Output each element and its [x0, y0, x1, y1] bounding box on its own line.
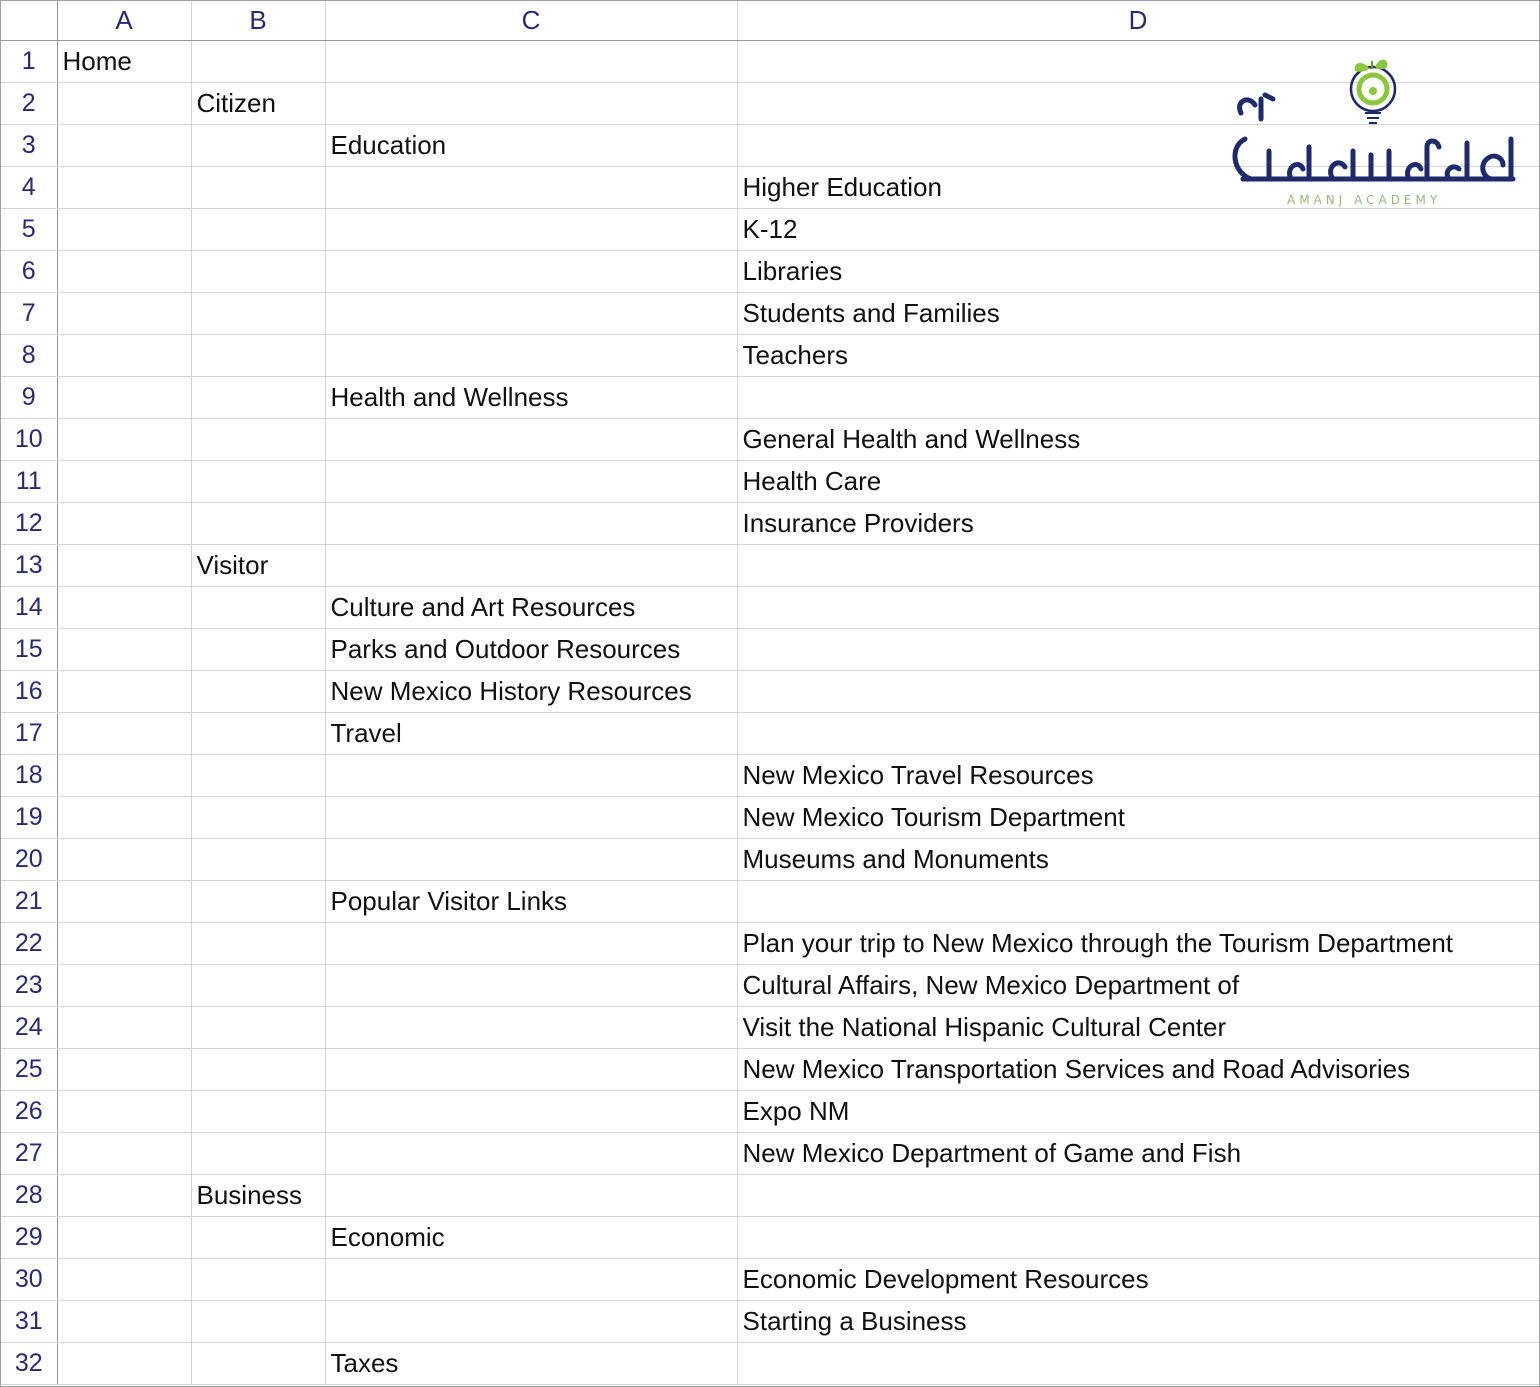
sheet-rows	[1, 41, 1539, 1385]
cell-c[interactable]: Popular Visitor Links	[325, 881, 737, 923]
sheet-row	[1, 461, 1539, 503]
cell-a[interactable]	[57, 713, 191, 755]
cell-a[interactable]	[57, 461, 191, 503]
cell-a[interactable]	[57, 629, 191, 671]
cell-a[interactable]	[57, 1091, 191, 1133]
cell-a[interactable]	[57, 965, 191, 1007]
row-header[interactable]: 19	[1, 797, 57, 839]
cell-b[interactable]: Visitor	[191, 545, 325, 587]
cell-c[interactable]	[325, 545, 737, 587]
cell-d[interactable]: Higher Education	[737, 167, 1539, 209]
row-header[interactable]: 26	[1, 1091, 57, 1133]
cell-b[interactable]	[191, 209, 325, 251]
row-header[interactable]: 6	[1, 251, 57, 293]
sheet-row	[1, 1133, 1539, 1175]
cell-a[interactable]	[57, 1049, 191, 1091]
cell-d[interactable]	[737, 713, 1539, 755]
cell-c[interactable]	[325, 1133, 737, 1175]
sheet-row	[1, 1217, 1539, 1259]
row-header[interactable]: 31	[1, 1301, 57, 1343]
cell-c[interactable]	[325, 1175, 737, 1217]
cell-c[interactable]	[325, 209, 737, 251]
cell-a[interactable]: Home	[57, 41, 191, 83]
sheet-row	[1, 503, 1539, 545]
sheet-row	[1, 1301, 1539, 1343]
cell-b[interactable]	[191, 587, 325, 629]
cell-c[interactable]	[325, 41, 737, 83]
sheet-row	[1, 293, 1539, 335]
sheet-row	[1, 335, 1539, 377]
cell-d[interactable]	[737, 1343, 1539, 1385]
cell-c[interactable]: Health and Wellness	[325, 377, 737, 419]
row-header[interactable]: 18	[1, 755, 57, 797]
cell-b[interactable]	[191, 1007, 325, 1049]
sheet-row	[1, 923, 1539, 965]
cell-a[interactable]	[57, 293, 191, 335]
row-header[interactable]: 17	[1, 713, 57, 755]
row-header[interactable]: 8	[1, 335, 57, 377]
cell-c[interactable]	[325, 1007, 737, 1049]
row-header[interactable]: 13	[1, 545, 57, 587]
cell-a[interactable]	[57, 1133, 191, 1175]
row-header[interactable]: 12	[1, 503, 57, 545]
cell-b[interactable]	[191, 419, 325, 461]
row-header[interactable]: 21	[1, 881, 57, 923]
row-header[interactable]: 5	[1, 209, 57, 251]
cell-d[interactable]: Plan your trip to New Mexico through the Tourism Department	[737, 923, 1539, 965]
cell-b[interactable]	[191, 461, 325, 503]
cell-d[interactable]: Libraries	[737, 251, 1539, 293]
cell-c[interactable]	[325, 1091, 737, 1133]
row-header[interactable]: 20	[1, 839, 57, 881]
cell-b[interactable]: Business	[191, 1175, 325, 1217]
cell-b[interactable]	[191, 125, 325, 167]
cell-b[interactable]	[191, 503, 325, 545]
cell-b[interactable]	[191, 1343, 325, 1385]
cell-d[interactable]: General Health and Wellness	[737, 419, 1539, 461]
cell-d[interactable]: Health Care	[737, 461, 1539, 503]
cell-b[interactable]	[191, 377, 325, 419]
cell-c[interactable]	[325, 965, 737, 1007]
row-header[interactable]: 2	[1, 83, 57, 125]
row-header[interactable]: 9	[1, 377, 57, 419]
sheet-row	[1, 419, 1539, 461]
cell-a[interactable]	[57, 377, 191, 419]
cell-b[interactable]	[191, 1133, 325, 1175]
cell-a[interactable]	[57, 587, 191, 629]
row-header[interactable]: 7	[1, 293, 57, 335]
cell-c[interactable]	[325, 461, 737, 503]
row-header[interactable]: 23	[1, 965, 57, 1007]
cell-d[interactable]: Cultural Affairs, New Mexico Department of	[737, 965, 1539, 1007]
row-header[interactable]: 16	[1, 671, 57, 713]
cell-d[interactable]	[737, 545, 1539, 587]
cell-c[interactable]: Travel	[325, 713, 737, 755]
sheet-row	[1, 167, 1539, 209]
sheet-row	[1, 713, 1539, 755]
cell-c[interactable]: Parks and Outdoor Resources	[325, 629, 737, 671]
cell-b[interactable]	[191, 251, 325, 293]
row-header[interactable]: 11	[1, 461, 57, 503]
row-header[interactable]: 22	[1, 923, 57, 965]
cell-b[interactable]	[191, 671, 325, 713]
cell-d[interactable]	[737, 881, 1539, 923]
sheet-row	[1, 671, 1539, 713]
column-header-b[interactable]: B	[191, 1, 325, 41]
cell-a[interactable]	[57, 419, 191, 461]
cell-a[interactable]	[57, 881, 191, 923]
cell-d[interactable]	[737, 41, 1539, 83]
cell-b[interactable]	[191, 839, 325, 881]
sheet-row	[1, 377, 1539, 419]
cell-a[interactable]	[57, 83, 191, 125]
cell-a[interactable]	[57, 797, 191, 839]
cell-d[interactable]: New Mexico Department of Game and Fish	[737, 1133, 1539, 1175]
cell-d[interactable]	[737, 125, 1539, 167]
row-header[interactable]: 24	[1, 1007, 57, 1049]
row-header[interactable]: 3	[1, 125, 57, 167]
row-header[interactable]: 28	[1, 1175, 57, 1217]
row-header[interactable]: 15	[1, 629, 57, 671]
cell-d[interactable]	[737, 1217, 1539, 1259]
cell-d[interactable]: Economic Development Resources	[737, 1259, 1539, 1301]
row-header[interactable]: 4	[1, 167, 57, 209]
row-header[interactable]: 29	[1, 1217, 57, 1259]
cell-a[interactable]	[57, 923, 191, 965]
logo-caption: AMANJ ACADEMY	[1287, 193, 1442, 207]
column-header-d[interactable]: D	[737, 1, 1539, 41]
sheet-row	[1, 755, 1539, 797]
sheet-row	[1, 797, 1539, 839]
cell-d[interactable]	[737, 629, 1539, 671]
row-header[interactable]: 25	[1, 1049, 57, 1091]
cell-c[interactable]	[325, 419, 737, 461]
cell-b[interactable]	[191, 797, 325, 839]
column-header-row	[1, 1, 1539, 41]
sheet-row	[1, 545, 1539, 587]
cell-a[interactable]	[57, 125, 191, 167]
sheet-row	[1, 587, 1539, 629]
column-header-c[interactable]: C	[325, 1, 737, 41]
cell-a[interactable]	[57, 1007, 191, 1049]
cell-c[interactable]	[325, 755, 737, 797]
cell-a[interactable]	[57, 1343, 191, 1385]
sheet-row	[1, 629, 1539, 671]
cell-d[interactable]: New Mexico Tourism Department	[737, 797, 1539, 839]
cell-c[interactable]	[325, 1301, 737, 1343]
sheet-row	[1, 251, 1539, 293]
cell-b[interactable]	[191, 713, 325, 755]
cell-b[interactable]	[191, 965, 325, 1007]
cell-a[interactable]	[57, 503, 191, 545]
cell-b[interactable]	[191, 167, 325, 209]
cell-d[interactable]	[737, 587, 1539, 629]
cell-a[interactable]	[57, 1175, 191, 1217]
cell-c[interactable]: Taxes	[325, 1343, 737, 1385]
cell-d[interactable]: K-12	[737, 209, 1539, 251]
row-header[interactable]: 30	[1, 1259, 57, 1301]
cell-c[interactable]: Culture and Art Resources	[325, 587, 737, 629]
cell-a[interactable]	[57, 251, 191, 293]
sheet-row	[1, 1259, 1539, 1301]
cell-b[interactable]	[191, 335, 325, 377]
cell-a[interactable]	[57, 839, 191, 881]
cell-c[interactable]	[325, 251, 737, 293]
cell-c[interactable]	[325, 839, 737, 881]
cell-b[interactable]: Citizen	[191, 83, 325, 125]
cell-a[interactable]	[57, 1301, 191, 1343]
sheet-row	[1, 209, 1539, 251]
sheet-row	[1, 41, 1539, 83]
cell-c[interactable]	[325, 1259, 737, 1301]
cell-a[interactable]	[57, 755, 191, 797]
cell-d[interactable]	[737, 377, 1539, 419]
cell-b[interactable]	[191, 629, 325, 671]
sheet-row	[1, 881, 1539, 923]
row-header[interactable]: 10	[1, 419, 57, 461]
cell-c[interactable]	[325, 1049, 737, 1091]
cell-a[interactable]	[57, 209, 191, 251]
cell-b[interactable]	[191, 293, 325, 335]
cell-a[interactable]	[57, 335, 191, 377]
cell-c[interactable]	[325, 923, 737, 965]
cell-b[interactable]	[191, 1091, 325, 1133]
cell-d[interactable]	[737, 83, 1539, 125]
cell-b[interactable]	[191, 1259, 325, 1301]
cell-a[interactable]	[57, 1217, 191, 1259]
sheet-row	[1, 1049, 1539, 1091]
cell-d[interactable]: Students and Families	[737, 293, 1539, 335]
cell-d[interactable]: New Mexico Transportation Services and Road Advisories	[737, 1049, 1539, 1091]
cell-b[interactable]	[191, 923, 325, 965]
cell-c[interactable]	[325, 167, 737, 209]
cell-c[interactable]	[325, 83, 737, 125]
sheet-grid	[1, 1, 1540, 1385]
cell-d[interactable]: Visit the National Hispanic Cultural Center	[737, 1007, 1539, 1049]
cell-d[interactable]	[737, 671, 1539, 713]
column-header-a[interactable]: A	[57, 1, 191, 41]
sheet-row	[1, 1091, 1539, 1133]
cell-a[interactable]	[57, 545, 191, 587]
cell-c[interactable]: Education	[325, 125, 737, 167]
cell-b[interactable]	[191, 881, 325, 923]
cell-a[interactable]	[57, 1259, 191, 1301]
cell-c[interactable]	[325, 797, 737, 839]
row-header[interactable]: 27	[1, 1133, 57, 1175]
select-all-corner[interactable]	[1, 1, 57, 41]
row-header[interactable]: 32	[1, 1343, 57, 1385]
sheet-row	[1, 1007, 1539, 1049]
row-header[interactable]: 14	[1, 587, 57, 629]
cell-b[interactable]	[191, 1049, 325, 1091]
sheet-row	[1, 965, 1539, 1007]
cell-c[interactable]	[325, 335, 737, 377]
cell-d[interactable]: Insurance Providers	[737, 503, 1539, 545]
cell-c[interactable]: Economic	[325, 1217, 737, 1259]
cell-d[interactable]: New Mexico Travel Resources	[737, 755, 1539, 797]
cell-d[interactable]: Starting a Business	[737, 1301, 1539, 1343]
cell-b[interactable]	[191, 1217, 325, 1259]
cell-c[interactable]: New Mexico History Resources	[325, 671, 737, 713]
sheet-row	[1, 839, 1539, 881]
cell-a[interactable]	[57, 167, 191, 209]
cell-d[interactable]: Teachers	[737, 335, 1539, 377]
cell-b[interactable]	[191, 755, 325, 797]
sheet-row	[1, 1175, 1539, 1217]
sheet-row	[1, 83, 1539, 125]
cell-b[interactable]	[191, 41, 325, 83]
cell-c[interactable]	[325, 293, 737, 335]
sheet-row	[1, 125, 1539, 167]
cell-c[interactable]	[325, 503, 737, 545]
cell-d[interactable]: Museums and Monuments	[737, 839, 1539, 881]
cell-a[interactable]	[57, 671, 191, 713]
sheet-row	[1, 1343, 1539, 1385]
cell-d[interactable]: Expo NM	[737, 1091, 1539, 1133]
cell-d[interactable]	[737, 1175, 1539, 1217]
cell-b[interactable]	[191, 1301, 325, 1343]
row-header[interactable]: 1	[1, 41, 57, 83]
